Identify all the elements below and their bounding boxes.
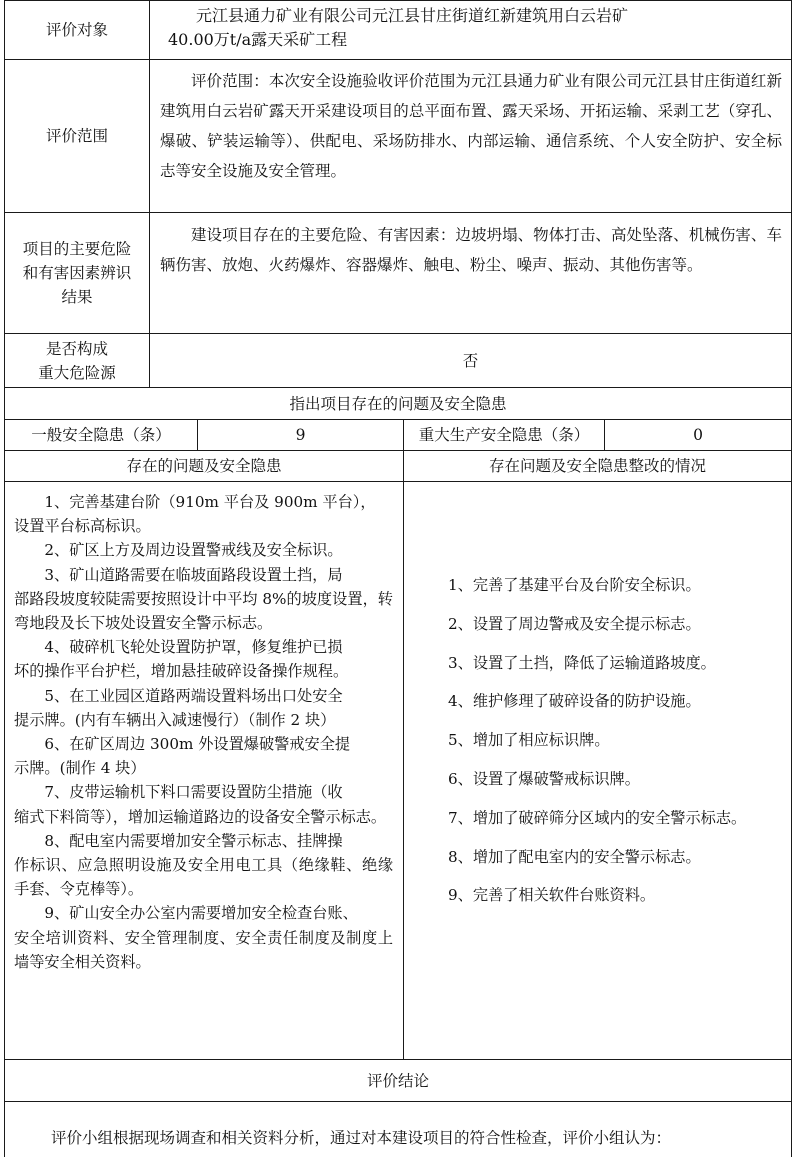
- problem-item-head: 6、在矿区周边 300m 外设置爆破警戒安全提: [44, 735, 351, 754]
- issues-section-title: 指出项目存在的问题及安全隐患: [289, 394, 507, 413]
- list-item: 9、完善了相关软件台账资料。: [448, 886, 656, 905]
- general-hazard-label: 一般安全隐患（条）: [31, 426, 171, 444]
- problem-item-head: 2、矿区上方及周边设置警戒线及安全标识。: [44, 541, 343, 560]
- hazards-text: 建设项目存在的主要危险、有害因素：边坡坍塌、物体打击、高处坠落、机械伤害、车辆伤害、放炮、火药爆炸、容器爆炸、触电、粉尘、噪声、振动、其他伤害等。: [160, 226, 782, 274]
- scope-label: 评价范围: [45, 127, 108, 145]
- rule: [4, 481, 792, 482]
- problem-item-rest: 作标识、应急照明设施及安全用电工具（绝缘鞋、绝缘手套、令克棒等）。: [14, 856, 393, 899]
- list-item: 7、增加了破碎筛分区域内的安全警示标志。: [448, 808, 747, 827]
- list-item: [14, 780, 393, 828]
- object-label: 评价对象: [45, 21, 108, 39]
- rule: [791, 0, 792, 1157]
- list-item: [14, 732, 393, 780]
- conclusion-text: 评价小组根据现场调查和相关资料分析，通过对本建设项目的符合性检查，评价小组认为：: [51, 1129, 672, 1147]
- major-hazard-label: [5, 334, 149, 387]
- object-value-line2: 40.00万t/a露天采矿工程: [168, 30, 348, 49]
- major-hazard-value: 否: [462, 351, 479, 370]
- list-item: [14, 635, 393, 683]
- hazards-label-line1: 项目的主要危险: [22, 240, 132, 258]
- problem-item-head: 3、矿山道路需要在临坡面路段设置土挡，局: [44, 565, 343, 584]
- conclusion-title: 评价结论: [366, 1071, 429, 1090]
- rectification-list: [404, 573, 791, 1043]
- problem-item-head: 4、破碎机飞轮处设置防护罩，修复维护已损: [44, 638, 343, 657]
- list-item: 5、增加了相应标识牌。: [448, 731, 610, 750]
- hazards-label: [5, 213, 149, 333]
- hazards-cell: [150, 220, 791, 333]
- major-hazard-label-line2: 重大危险源: [38, 363, 116, 382]
- problem-item-rest: 提示牌。(内有车辆出入减速慢行）（制作 2 块）: [14, 710, 336, 729]
- major-hazard-count-label: 重大生产安全隐患（条）: [418, 426, 590, 444]
- rule: [4, 1101, 792, 1102]
- problem-item-head: 9、矿山安全办公室内需要增加安全检查台账、: [44, 904, 358, 923]
- problem-item-head: 7、皮带运输机下料口需要设置防尘措施（收: [44, 783, 343, 802]
- list-item: [14, 684, 393, 732]
- list-item: 6、设置了爆破警戒标识牌。: [448, 769, 640, 788]
- major-hazard-label-line1: 是否构成: [45, 339, 108, 358]
- list-item: [14, 829, 393, 902]
- list-item: 8、增加了配电室内的安全警示标志。: [448, 847, 701, 866]
- hazards-label-line2: 和有害因素辨识: [22, 264, 132, 282]
- list-item: [14, 538, 393, 562]
- problem-item-rest: 坏的操作平台护栏，增加悬挂破碎设备操作规程。: [14, 662, 349, 681]
- problem-item-rest: 部路段坡度较陡需要按照设计中平均 8%的坡度设置，转弯地段及长下坡处设置安全警示标志。: [14, 589, 393, 633]
- general-hazard-count: 9: [295, 426, 306, 444]
- list-item: 1、完善了基建平台及台阶安全标识。: [448, 576, 701, 594]
- problems-list: [5, 490, 403, 1055]
- problem-item-head: 8、配电室内需要增加安全警示标志、挂牌操: [44, 831, 343, 850]
- object-value: [150, 4, 791, 59]
- problems-header: 存在的问题及安全隐患: [126, 457, 282, 475]
- list-item: 4、维护修理了破碎设备的防护设施。: [448, 692, 701, 711]
- problem-item-head: 5、在工业园区道路两端设置料场出口处安全: [44, 686, 343, 705]
- list-item: 3、设置了土挡，降低了运输道路坡度。: [448, 653, 716, 672]
- rectification-header: 存在问题及安全隐患整改的情况: [488, 457, 706, 475]
- problem-item-head: 1、完善基建台阶（910m 平台及 900m 平台），: [44, 493, 376, 511]
- list-item: [14, 901, 393, 974]
- major-hazard-count: 0: [693, 426, 703, 444]
- problem-item-rest: 示牌。(制作 4 块）: [14, 759, 146, 778]
- scope-text: 评价范围：本次安全设施验收评价范围为元江县通力矿业有限公司元江县甘庄街道红新建筑用白云岩矿露天开采建设项目的总平面布置、露天采场、开拓运输、采剥工艺（穿孔、爆破、铲装运输等）、供配电、采场防排水、内部运输、通信系统、个人安全防护、安全标志等安全设施及安全管理。: [160, 72, 782, 180]
- hazards-label-line3: 结果: [61, 288, 93, 306]
- evaluation-table: [4, 0, 792, 1157]
- problem-item-rest: 缩式下料筒等），增加运输道路边的设备安全警示标志。: [14, 807, 387, 826]
- problem-item-rest: 设置平台标高标识。: [14, 517, 151, 536]
- list-item: [14, 490, 393, 538]
- object-value-line1: 元江县通力矿业有限公司元江县甘庄街道红新建筑用白云岩矿: [196, 6, 629, 25]
- problem-item-rest: 安全培训资料、安全管理制度、安全责任制度及制度上墙等安全相关资料。: [14, 928, 393, 971]
- list-item: 2、设置了周边警戒及安全提示标志。: [448, 614, 701, 633]
- scope-cell: [150, 66, 791, 212]
- list-item: [14, 563, 393, 636]
